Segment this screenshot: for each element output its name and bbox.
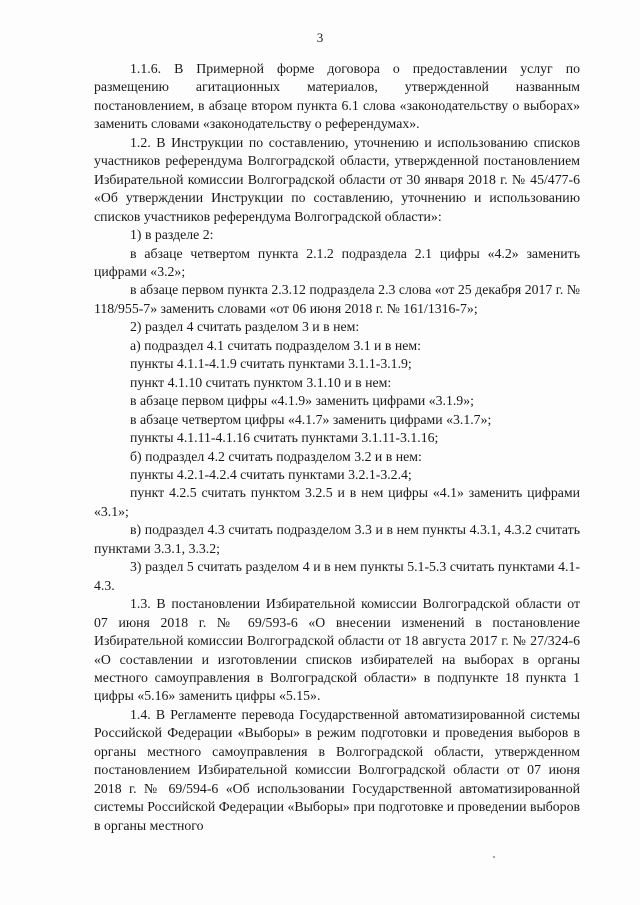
paragraph-1-2: 1.2. В Инструкции по составлению, уточнению и использованию списков участников референдума Волгоградской области, утвержденной постановлением Избирательной комиссии Волгоградской области от 30 января 2018 г. № 45/477-6 «Об утверждении Инструкции по составлению, уточнению и использованию списков участников референдума Волгоградской области»: — [94, 134, 580, 224]
list-item-section-4: 2) раздел 4 считать разделом 3 и в нем: — [130, 319, 360, 335]
list-item-section-5: 3) раздел 5 считать разделом 4 и в нем пункты 5.1-5.3 считать пунктами 4.1-4.3. — [94, 559, 580, 593]
scan-speck — [493, 856, 495, 858]
paragraph-1-3: 1.3. В постановлении Избирательной комиссии Волгоградской области от 07 июня 2018 г. № 69/593-6 «О внесении изменений в постановление Избирательной комиссии Волгоградской области от 18 августа 2017 г. № 27/324-6 «О составлении и изготовлении списков избирателей на выборах в органы местного самоуправления в Волгоградской области» в подпункте 18 пункта 1 цифры «5.16» заменить цифры «5.15». — [94, 596, 580, 704]
list-item-2-3-12: в абзаце первом пункта 2.3.12 подраздела 2.3 слова «от 25 декабря 2017 г. № 118/955-7» заменить словами «от 06 июня 2018 г. № 161/1316-7»; — [94, 282, 580, 316]
list-item-4-1-11: пункты 4.1.11-4.1.16 считать пунктами 3.1.11-3.1.16; — [130, 430, 439, 446]
paragraph-1-4: 1.4. В Регламенте перевода Государственной автоматизированной системы Российской Федерации «Выборы» в режим подготовки и проведения выборов в органы местного самоуправления в Волгоградской области, утвержденном постановлением Избирательной комиссии Волгоградской области от 07 июня 2018 г. № 69/594-6 «Об использовании Государственной автоматизированной системы Российской Федерации «Выборы» при подготовке и проведении выборов в органы местного — [94, 706, 580, 833]
list-item-2-1-2: в абзаце четвертом пункта 2.1.2 подраздела 2.1 цифры «4.2» заменить цифрами «3.2»; — [94, 245, 580, 279]
list-item-4-1-10: пункт 4.1.10 считать пунктом 3.1.10 и в нем: — [130, 374, 392, 390]
paragraph-1-1-6: 1.1.6. В Примерной форме договора о предоставлении услуг по размещению агитационных материалов, утвержденной названным постановлением, в абзаце втором пункта 6.1 слова «законодательству о выборах» заменить словами «законодательству о референдумах». — [94, 61, 580, 132]
list-item-subsection-4-1: а) подраздел 4.1 считать подразделом 3.1 и в нем: — [130, 337, 421, 353]
list-item-fourth-abzac: в абзаце четвертом цифры «4.1.7» заменить цифрами «3.1.7»; — [130, 411, 492, 427]
list-item-first-abzac: в абзаце первом цифры «4.1.9» заменить цифрами «3.1.9»; — [130, 393, 474, 409]
list-item-subsection-4-2: б) подраздел 4.2 считать подразделом 3.2 и в нем: — [130, 448, 422, 464]
list-item-4-2-1: пункты 4.2.1-4.2.4 считать пунктами 3.2.1-3.2.4; — [130, 466, 412, 482]
document-body — [94, 60, 580, 835]
page-number: 3 — [316, 30, 324, 45]
list-item-4-2-5: пункт 4.2.5 считать пунктом 3.2.5 и в нем цифры «4.1» заменить цифрами «3.1»; — [94, 485, 580, 519]
list-item-4-1-1: пункты 4.1.1-4.1.9 считать пунктами 3.1.1-3.1.9; — [130, 356, 412, 372]
list-item-subsection-4-3: в) подраздел 4.3 считать подразделом 3.3 и в нем пункты 4.3.1, 4.3.2 считать пунктами 3.3.1, 3.3.2; — [94, 522, 580, 556]
list-item-section-2: 1) в разделе 2: — [130, 227, 214, 243]
